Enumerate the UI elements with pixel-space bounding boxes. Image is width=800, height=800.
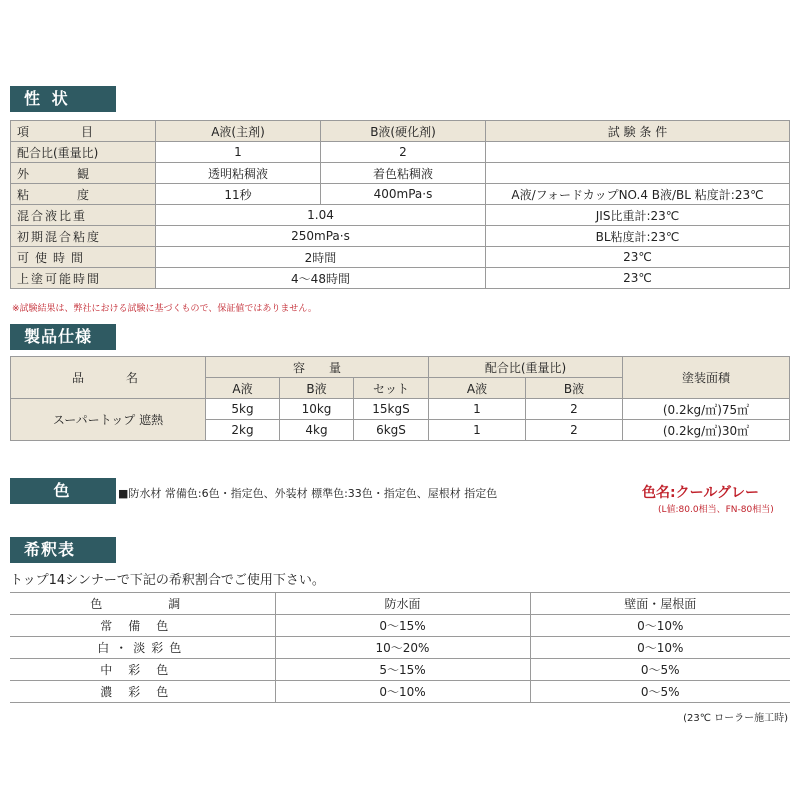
header-waterproof: 防水面 [275,593,530,615]
row-label: 配合比(重量比) [11,142,156,163]
sub-ratio-b: B液 [526,378,623,399]
table-row [10,681,790,703]
cell-waterproof: 0～10% [275,681,530,703]
properties-table [10,120,790,289]
header-condition: 試 験 条 件 [486,121,790,142]
cell-tone: 濃彩色 [10,681,275,703]
table-header-row [11,357,790,378]
table-header-row [10,593,790,615]
row-label: 可使時間 [11,247,156,268]
cell-b: 10kg [280,399,354,420]
row-label: 粘 度 [11,184,156,205]
color-description: ■防水材 常備色:6色・指定色、外装材 標準色:33色・指定色、屋根材 指定色 [118,487,498,500]
cell-cond [486,163,790,184]
cell-cond: 23℃ [486,247,790,268]
color-note: (L値:80.0相当、FN-80相当) [658,505,774,515]
header-name: 品 名 [11,357,206,399]
cell-wall: 0～5% [530,659,790,681]
table-header-row [11,121,790,142]
table-row [11,226,790,247]
header-tone: 色 調 [10,593,275,615]
table-row [11,184,790,205]
cell-a: 透明粘稠液 [156,163,321,184]
cell-a: 1 [156,142,321,163]
product-name: スーパートップ 遮熱 [11,399,206,441]
cell-waterproof: 5～15% [275,659,530,681]
cell-ab: 250mPa·s [156,226,486,247]
cell-cond: A液/フォードカップNO.4 B液/BL 粘度計:23℃ [486,184,790,205]
cell-ab: 4～48時間 [156,268,486,289]
table-row [10,637,790,659]
test-note: ※試験結果は、弊社における試験に基づくもので、保証値ではありません。 [12,304,317,314]
sub-set: セット [354,378,429,399]
cell-tone: 常備色 [10,615,275,637]
header-wall: 壁面・屋根面 [530,593,790,615]
section-header-properties: 性 状 [10,86,116,112]
table-row [11,163,790,184]
cell-cond: 23℃ [486,268,790,289]
cell-ratio-b: 2 [526,399,623,420]
table-row [11,399,790,420]
cell-cond [486,142,790,163]
row-label: 混合液比重 [11,205,156,226]
table-row [11,205,790,226]
header-area: 塗装面積 [623,357,790,399]
cell-ratio-a: 1 [429,420,526,441]
cell-b: 4kg [280,420,354,441]
section-header-dilution: 希釈表 [10,537,116,563]
cell-tone: 中彩色 [10,659,275,681]
cell-area: (0.2kg/㎡)75㎡ [623,399,790,420]
table-row [11,247,790,268]
cell-a: 11秒 [156,184,321,205]
cell-area: (0.2kg/㎡)30㎡ [623,420,790,441]
header-item: 項 目 [11,121,156,142]
cell-ratio-b: 2 [526,420,623,441]
specs-table [10,356,790,441]
cell-set: 6kgS [354,420,429,441]
header-volume: 容 量 [206,357,429,378]
row-label: 外 観 [11,163,156,184]
header-b: B液(硬化剤) [321,121,486,142]
cell-set: 15kgS [354,399,429,420]
cell-tone: 白・淡彩色 [10,637,275,659]
sub-ratio-a: A液 [429,378,526,399]
cell-b: 400mPa·s [321,184,486,205]
table-row [11,268,790,289]
cell-cond: BL粘度計:23℃ [486,226,790,247]
cell-wall: 0～10% [530,615,790,637]
cell-a: 5kg [206,399,280,420]
header-ratio: 配合比(重量比) [429,357,623,378]
cell-ratio-a: 1 [429,399,526,420]
cell-ab: 2時間 [156,247,486,268]
sub-b: B液 [280,378,354,399]
section-header-color: 色 [10,478,116,504]
cell-cond: JIS比重計:23℃ [486,205,790,226]
cell-b: 2 [321,142,486,163]
dilution-table [10,592,790,703]
header-a: A液(主剤) [156,121,321,142]
table-row [11,142,790,163]
row-label: 初期混合粘度 [11,226,156,247]
cell-ab: 1.04 [156,205,486,226]
dilution-intro: トップ14シンナーで下記の希釈割合でご使用下さい。 [10,573,325,588]
cell-waterproof: 10～20% [275,637,530,659]
table-row [10,615,790,637]
cell-a: 2kg [206,420,280,441]
row-label: 上塗可能時間 [11,268,156,289]
section-header-specs: 製品仕様 [10,324,116,350]
cell-wall: 0～5% [530,681,790,703]
table-row [10,659,790,681]
cell-b: 着色粘稠液 [321,163,486,184]
cell-wall: 0～10% [530,637,790,659]
sub-a: A液 [206,378,280,399]
color-name: 色名:クールグレー [642,485,760,501]
dilution-footnote: (23℃ ローラー施工時) [683,713,788,724]
cell-waterproof: 0～15% [275,615,530,637]
